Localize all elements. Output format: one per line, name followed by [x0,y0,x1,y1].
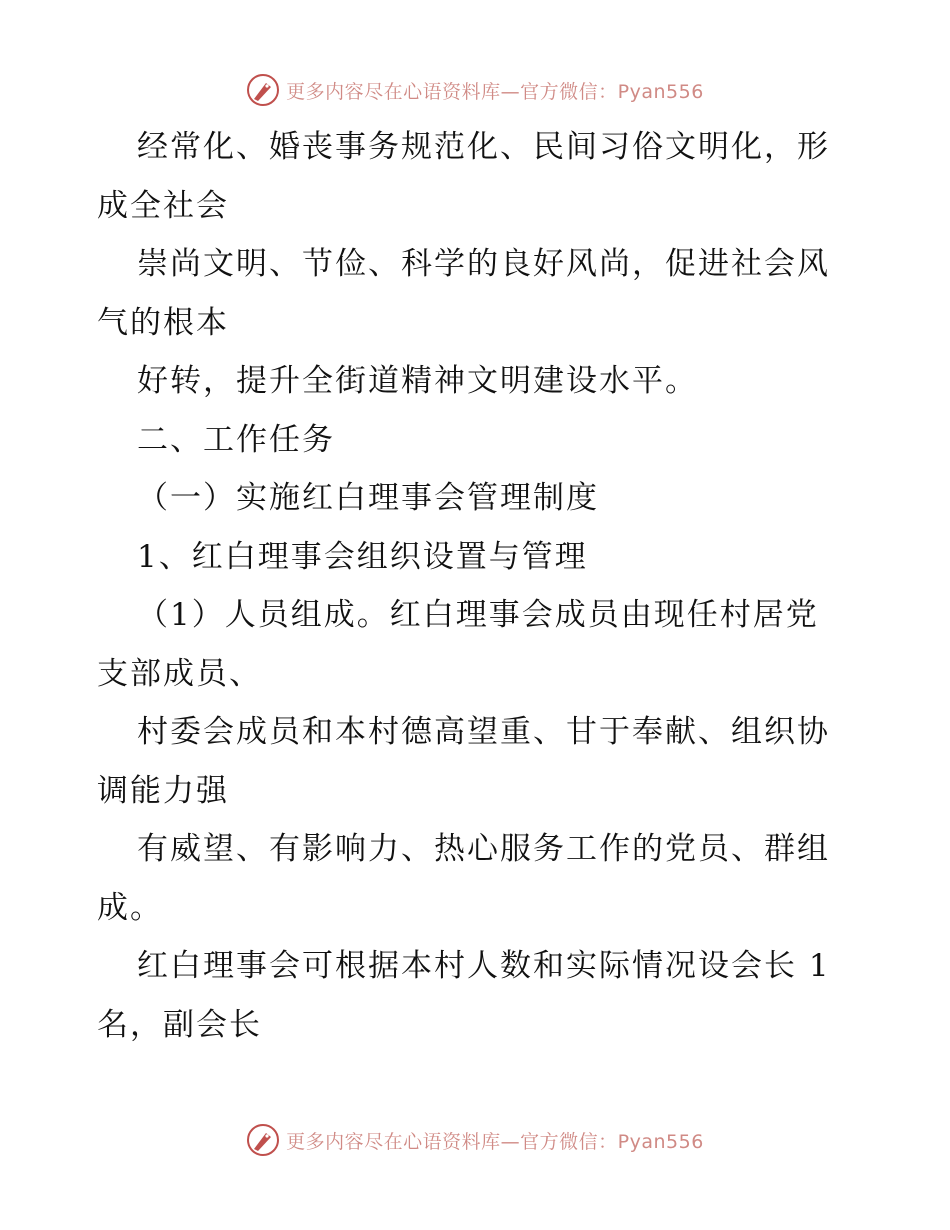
text-line: 成。 [97,889,163,926]
pen-nib-logo-icon [246,73,280,107]
text-line: 1、红白理事会组织设置与管理 [137,538,588,575]
text-line: 名，副会长 [97,1006,262,1043]
text-line: （1）人员组成。红白理事会成员由现任村居党 [137,597,819,633]
document-body [97,118,857,1054]
text-line: 调能力强 [97,772,229,809]
text-line: 支部成员、 [97,655,262,692]
text-line: 经常化、婚丧事务规范化、民间习俗文明化，形 [137,129,830,165]
footer-banner [0,1120,950,1160]
header-banner-text: 更多内容尽在心语资料库—官方微信：Pyan556 [286,80,704,103]
text-line: 崇尚文明、节俭、科学的良好风尚，促进社会风 [137,246,830,282]
text-line: 红白理事会可根据本村人数和实际情况设会长 1 [137,948,831,984]
text-line: 有威望、有影响力、热心服务工作的党员、群组 [137,831,830,867]
text-line: 成全社会 [97,187,229,224]
text-line: 村委会成员和本村德高望重、甘于奉献、组织协 [137,714,830,750]
pen-nib-logo-icon [246,1123,280,1157]
text-line: （一）实施红白理事会管理制度 [137,480,599,516]
text-line: 气的根本 [97,304,229,341]
text-line: 好转，提升全街道精神文明建设水平。 [137,363,698,399]
header-banner [0,70,950,110]
footer-banner-text: 更多内容尽在心语资料库—官方微信：Pyan556 [286,1130,704,1153]
text-line: 二、工作任务 [137,421,335,458]
